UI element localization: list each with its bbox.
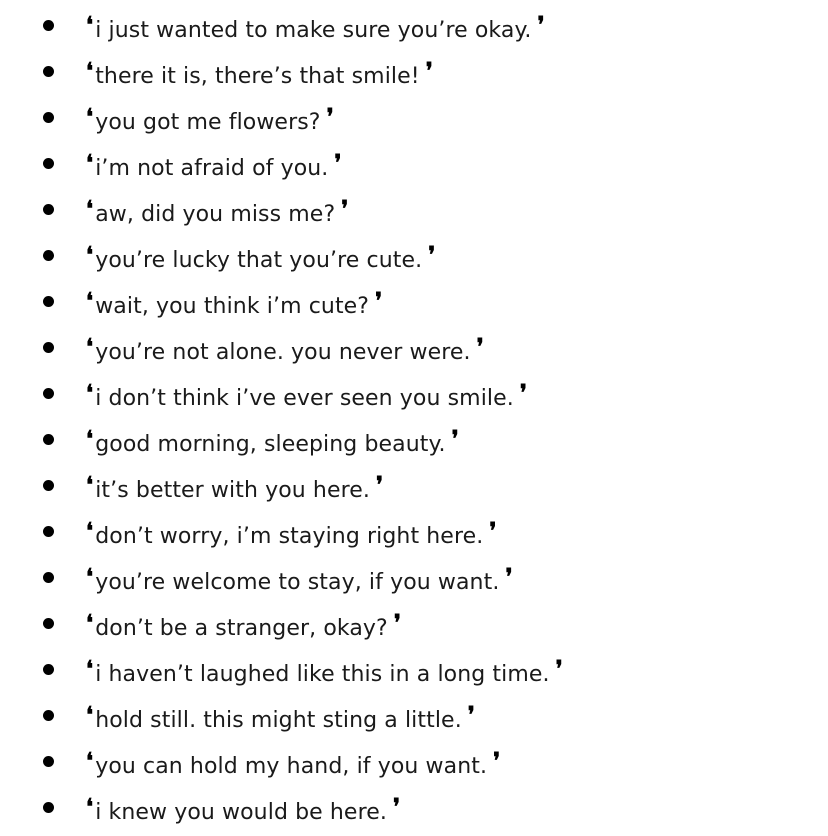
quote-text: i don’t think i’ve ever seen you smile. (95, 386, 514, 411)
bullet-icon (43, 802, 54, 813)
open-quote-icon: ❛ (86, 518, 94, 544)
close-quote-icon: ❜ (493, 748, 501, 774)
quote-list (0, 2, 828, 830)
list-item (0, 554, 828, 600)
close-quote-icon: ❜ (467, 702, 475, 728)
close-quote-icon: ❜ (476, 334, 484, 360)
quote-text: you got me flowers? (95, 110, 321, 135)
bullet-icon (43, 342, 54, 353)
quote-text-wrapper (86, 140, 342, 192)
open-quote-icon: ❛ (86, 748, 94, 774)
quote-text: i just wanted to make sure you’re okay. (95, 18, 532, 43)
bullet-icon (43, 66, 54, 77)
list-item (0, 370, 828, 416)
quote-text-wrapper (86, 784, 400, 836)
open-quote-icon: ❛ (86, 242, 94, 268)
close-quote-icon: ❜ (341, 196, 349, 222)
quote-text-wrapper (86, 738, 500, 790)
close-quote-icon: ❜ (375, 472, 384, 498)
list-item (0, 94, 828, 140)
open-quote-icon: ❛ (86, 610, 94, 636)
bullet-icon (43, 204, 54, 215)
list-item (0, 416, 828, 462)
list-item (0, 232, 828, 278)
bullet-icon (43, 756, 54, 767)
quote-text-wrapper (86, 600, 401, 652)
quote-text-wrapper (86, 554, 513, 606)
quote-text: good morning, sleeping beauty. (95, 432, 446, 457)
bullet-icon (43, 618, 54, 629)
quote-text: there it is, there’s that smile! (95, 64, 420, 89)
quote-text: don’t worry, i’m staying right here. (95, 524, 484, 549)
open-quote-icon: ❛ (86, 12, 94, 38)
quote-text-wrapper (86, 232, 435, 284)
bullet-icon (43, 388, 54, 399)
bullet-icon (43, 250, 54, 261)
quote-text: i’m not afraid of you. (95, 156, 329, 181)
list-item (0, 462, 828, 508)
list-item (0, 48, 828, 94)
quote-text-wrapper (86, 94, 334, 146)
quote-text: you can hold my hand, if you want. (95, 754, 488, 779)
close-quote-icon: ❜ (428, 242, 436, 268)
bullet-icon (43, 480, 54, 491)
close-quote-icon: ❜ (537, 12, 545, 38)
list-item (0, 692, 828, 738)
open-quote-icon: ❛ (86, 58, 94, 84)
open-quote-icon: ❛ (86, 702, 94, 728)
quote-text-wrapper (86, 692, 475, 744)
open-quote-icon: ❛ (86, 288, 94, 314)
close-quote-icon: ❜ (392, 794, 401, 820)
quote-text: aw, did you miss me? (95, 202, 336, 227)
close-quote-icon: ❜ (555, 656, 563, 682)
open-quote-icon: ❛ (86, 656, 94, 682)
bullet-icon (43, 526, 54, 537)
list-item (0, 784, 828, 830)
list-item (0, 2, 828, 48)
open-quote-icon: ❛ (86, 150, 94, 176)
close-quote-icon: ❜ (326, 104, 334, 130)
quote-text-wrapper (86, 186, 348, 238)
bullet-icon (43, 296, 54, 307)
quote-text: hold still. this might sting a little. (95, 708, 462, 733)
bullet-icon (43, 20, 54, 31)
open-quote-icon: ❛ (86, 472, 94, 498)
close-quote-icon: ❜ (451, 426, 459, 452)
bullet-icon (43, 710, 54, 721)
close-quote-icon: ❜ (489, 518, 497, 544)
quote-text: you’re welcome to stay, if you want. (95, 570, 500, 595)
quote-text: i knew you would be here. (95, 800, 387, 825)
list-item (0, 646, 828, 692)
quote-text-wrapper (86, 370, 527, 422)
open-quote-icon: ❛ (86, 196, 94, 222)
bullet-icon (43, 572, 54, 583)
list-item (0, 278, 828, 324)
quote-text-wrapper (86, 2, 545, 54)
bullet-icon (43, 112, 54, 123)
quote-text-wrapper (86, 416, 459, 468)
close-quote-icon: ❜ (425, 58, 433, 84)
close-quote-icon: ❜ (519, 380, 528, 406)
open-quote-icon: ❛ (86, 794, 94, 820)
quote-text-wrapper (86, 646, 563, 698)
quote-text: you’re not alone. you never were. (95, 340, 471, 365)
quote-text-wrapper (86, 508, 497, 560)
close-quote-icon: ❜ (375, 288, 383, 314)
open-quote-icon: ❛ (86, 104, 94, 130)
list-item (0, 140, 828, 186)
quote-text-wrapper (86, 48, 433, 100)
bullet-icon (43, 434, 54, 445)
quote-text-wrapper (86, 278, 382, 330)
quote-text-wrapper (86, 324, 484, 376)
bullet-icon (43, 664, 54, 675)
list-item (0, 186, 828, 232)
quote-text: you’re lucky that you’re cute. (95, 248, 423, 273)
quote-text: i haven’t laughed like this in a long time. (95, 662, 550, 687)
list-item (0, 600, 828, 646)
quote-text: don’t be a stranger, okay? (95, 616, 388, 641)
close-quote-icon: ❜ (334, 150, 342, 176)
open-quote-icon: ❛ (86, 564, 94, 590)
open-quote-icon: ❛ (86, 334, 94, 360)
list-item (0, 738, 828, 784)
close-quote-icon: ❜ (505, 564, 513, 590)
bullet-icon (43, 158, 54, 169)
list-item (0, 508, 828, 554)
quote-text-wrapper (86, 462, 383, 514)
open-quote-icon: ❛ (86, 380, 94, 406)
quote-text: it’s better with you here. (95, 478, 370, 503)
list-item (0, 324, 828, 370)
open-quote-icon: ❛ (86, 426, 94, 452)
quote-text: wait, you think i’m cute? (95, 294, 370, 319)
close-quote-icon: ❜ (393, 610, 402, 636)
